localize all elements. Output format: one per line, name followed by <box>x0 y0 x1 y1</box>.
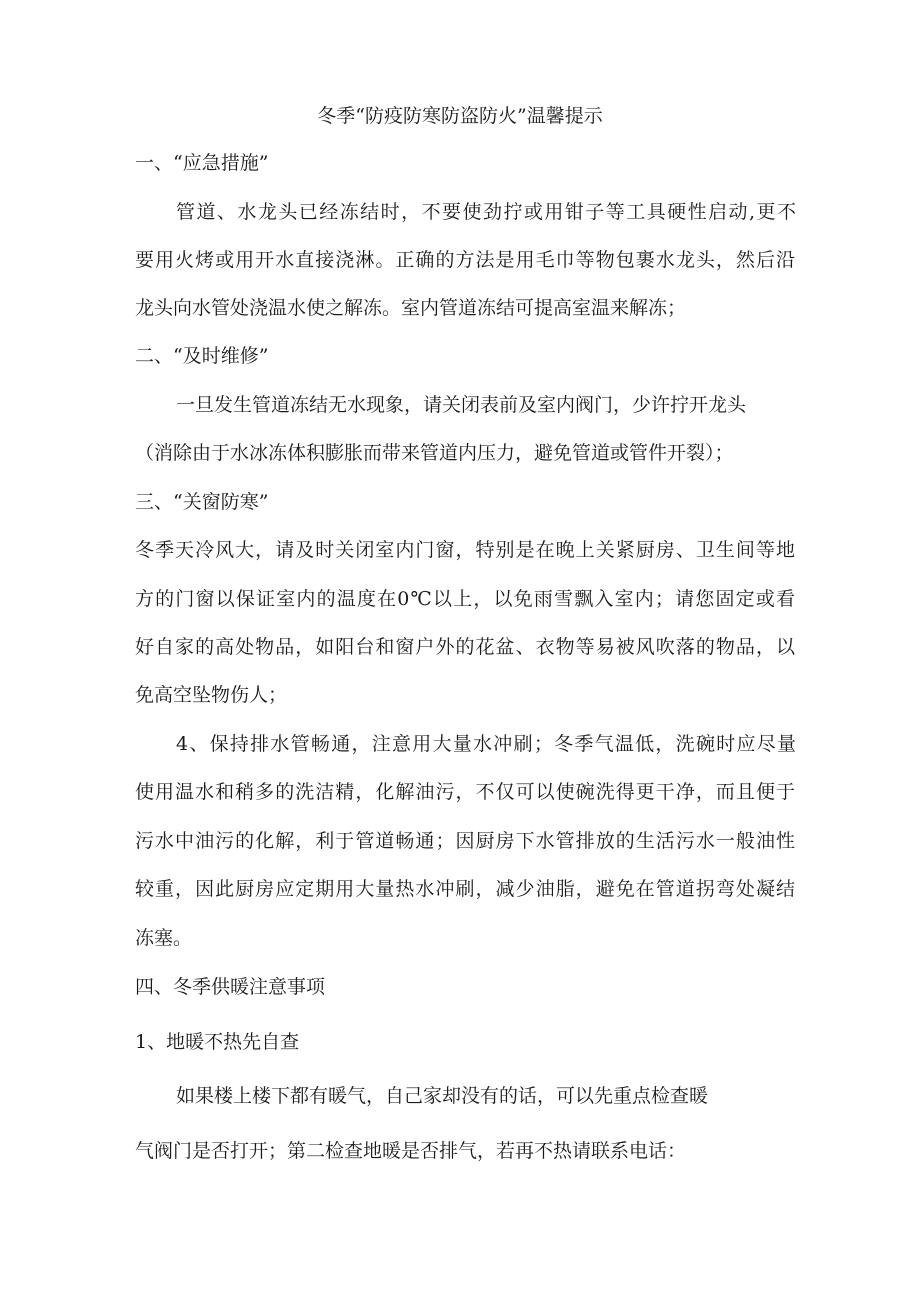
paragraph-line: 使用温水和稍多的洗洁精，化解油污，不仅可以使碗洗得更干净，而且便于 <box>135 781 795 803</box>
section-heading-windows: 三、“关窗防寒” <box>135 491 269 513</box>
section-heading-emergency: 一、“应急措施” <box>135 152 269 174</box>
paragraph-line: 冬季天冷风大，请及时关闭室内门窗，特别是在晚上关紧厨房、卫生间等地 <box>135 539 795 561</box>
section-heading-heating: 四、冬季供暖注意事项 <box>135 976 326 998</box>
subsection-heading: 1、地暖不热先自查 <box>135 1031 300 1053</box>
paragraph-line: 龙头向水管处浇温水使之解冻。室内管道冻结可提高室温来解冻； <box>135 297 687 319</box>
paragraph-line: （消除由于水冰冻体积膨胀而带来管道内压力，避免管道或管件开裂）； <box>135 442 734 464</box>
document-title: 冬季“防疫防寒防盗防火”温馨提示 <box>317 105 603 127</box>
paragraph-line: 冻塞。 <box>135 927 193 949</box>
paragraph-line: 污水中油污的化解，利于管道畅通；因厨房下水管排放的生活污水一般油性 <box>135 830 795 852</box>
paragraph-line: 气阀门是否打开；第二检查地暖是否排气，若再不热请联系电话： <box>135 1140 687 1162</box>
paragraph-line: 要用火烤或用开水直接浇淋。正确的方法是用毛巾等物包裹水龙头，然后沿 <box>135 249 795 271</box>
paragraph-line: 4、保持排水管畅通，注意用大量水冲刷；冬季气温低，洗碗时应尽量 <box>176 733 796 755</box>
paragraph-line: 一旦发生管道冻结无水现象，请关闭表前及室内阀门，少许拧开龙头 <box>176 394 747 416</box>
paragraph-line: 较重，因此厨房应定期用大量热水冲刷，减少油脂，避免在管道拐弯处凝结 <box>135 878 795 900</box>
paragraph-line: 好自家的高处物品，如阳台和窗户外的花盆、衣物等易被风吹落的物品，以 <box>135 636 795 658</box>
paragraph-line: 免高空坠物伤人； <box>135 684 288 706</box>
paragraph-line: 管道、水龙头已经冻结时，不要使劲拧或用钳子等工具硬性启动,更不 <box>176 201 796 223</box>
paragraph-line: 方的门窗以保证室内的温度在0℃以上，以免雨雪飘入室内；请您固定或看 <box>135 588 795 610</box>
section-heading-repair: 二、“及时维修” <box>135 345 269 367</box>
paragraph-line: 如果楼上楼下都有暖气，自己家却没有的话，可以先重点检查暖 <box>176 1085 709 1107</box>
